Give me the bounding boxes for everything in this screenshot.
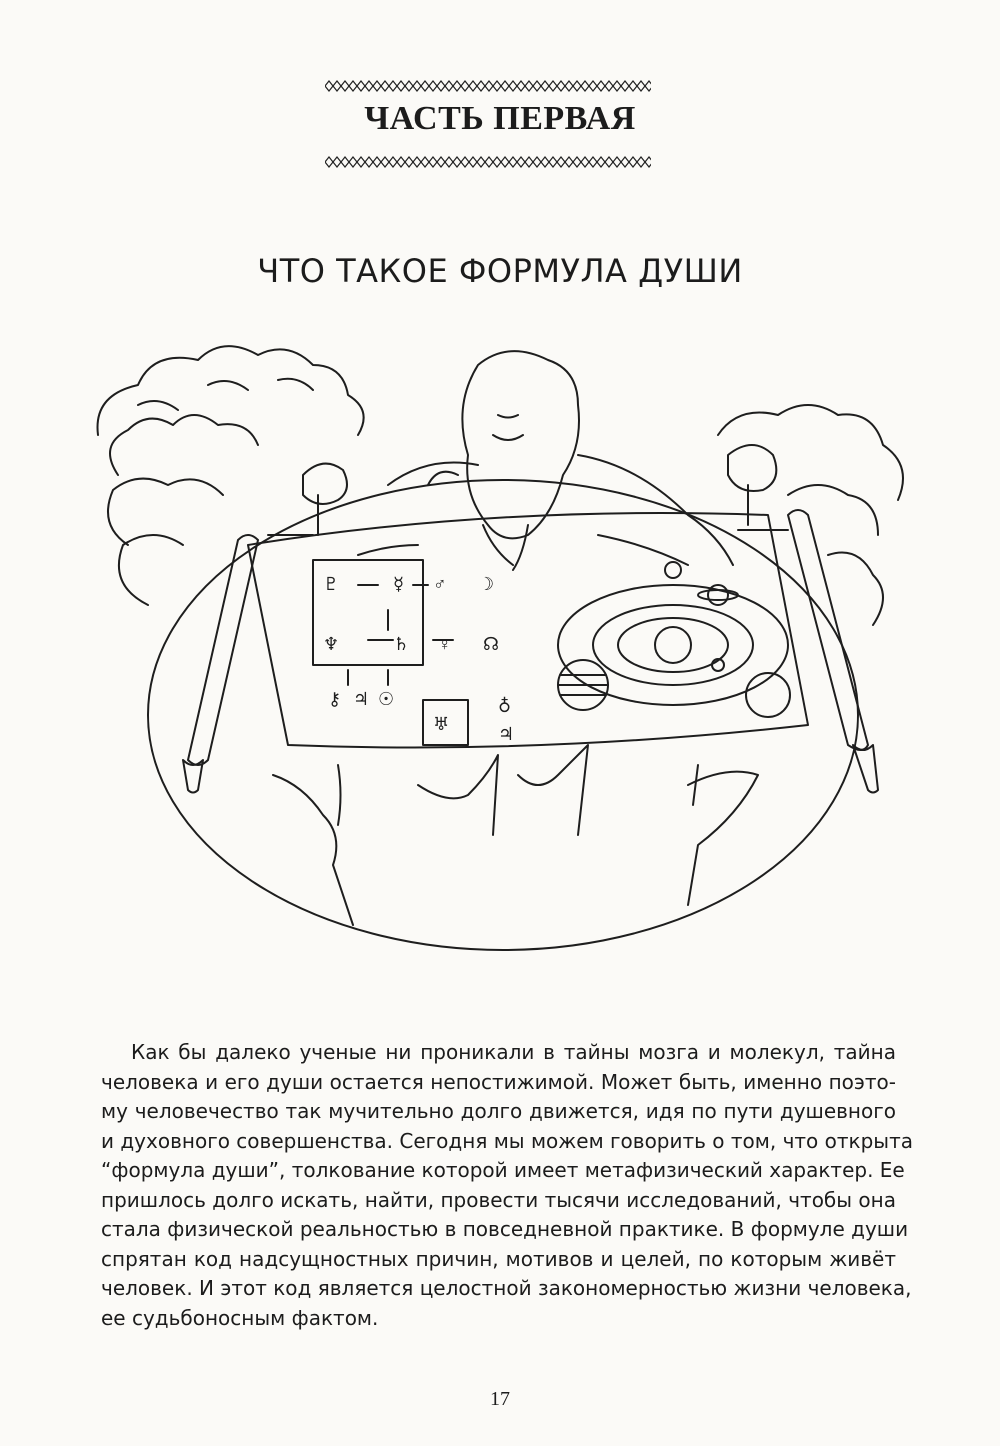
paragraph-line: человека и его души остается непостижимой. Может быть, именно поэто-	[101, 1069, 896, 1094]
sage-hands	[268, 445, 788, 535]
solar-system-drawing	[558, 562, 790, 717]
paragraph-line: человек. И этот код является целостной закономерностью жизни человека,	[101, 1276, 912, 1300]
svg-text:♇: ♇	[323, 574, 340, 594]
ornament-divider-bottom	[325, 156, 651, 168]
svg-text:⚷: ⚷	[328, 689, 342, 709]
svg-text:☽: ☽	[478, 574, 495, 594]
part-title: ЧАСТЬ ПЕРВАЯ	[364, 100, 636, 137]
paragraph-line: и духовного совершенства. Сегодня мы можем говорить о том, что открыта	[101, 1128, 913, 1153]
svg-text:♂: ♂	[433, 574, 447, 594]
svg-text:♃: ♃	[498, 724, 515, 744]
body-paragraph	[101, 1038, 913, 1333]
scroll	[183, 510, 878, 793]
sage-figure	[358, 351, 733, 570]
paragraph-line: ее судьбоносным фактом.	[101, 1305, 379, 1330]
paragraph-line: пришлось долго искать, найти, провести тысячи исследований, чтобы она	[101, 1187, 896, 1212]
svg-text:♁: ♁	[498, 694, 512, 714]
svg-text:♃: ♃	[353, 689, 370, 709]
paragraph-line: Как бы далеко ученые ни проникали в тайны мозга и молекул, тайна	[131, 1040, 896, 1064]
chapter-title: ЧТО ТАКОЕ ФОРМУЛА ДУШИ	[257, 252, 743, 290]
paragraph-line: “формула души”, толкование которой имеет метафизический характер. Ее	[101, 1158, 905, 1182]
paragraph-line: му человечество так мучительно долго движется, идя по пути душевного	[101, 1099, 896, 1123]
sage-with-scroll-illustration	[88, 345, 918, 985]
page-number: 17	[490, 1388, 510, 1410]
svg-text:☉: ☉	[378, 689, 395, 709]
clouds-left	[98, 346, 364, 605]
paragraph-line: спрятан код надсущностных причин, мотивов и целей, по которым живёт	[101, 1246, 896, 1271]
svg-text:☊: ☊	[483, 634, 499, 654]
svg-text:♀: ♀	[438, 634, 452, 654]
astrological-formula	[313, 560, 514, 745]
svg-text:♆: ♆	[323, 634, 340, 654]
reaching-hands	[273, 745, 758, 925]
cosmic-ellipse	[148, 480, 858, 950]
ornament-divider-top	[325, 80, 651, 92]
paragraph-line: стала физической реальностью в повседневной практике. В формуле души	[101, 1217, 909, 1241]
svg-text:♅: ♅	[433, 714, 450, 734]
svg-text:♄: ♄	[393, 634, 410, 654]
svg-text:☿: ☿	[393, 574, 405, 594]
